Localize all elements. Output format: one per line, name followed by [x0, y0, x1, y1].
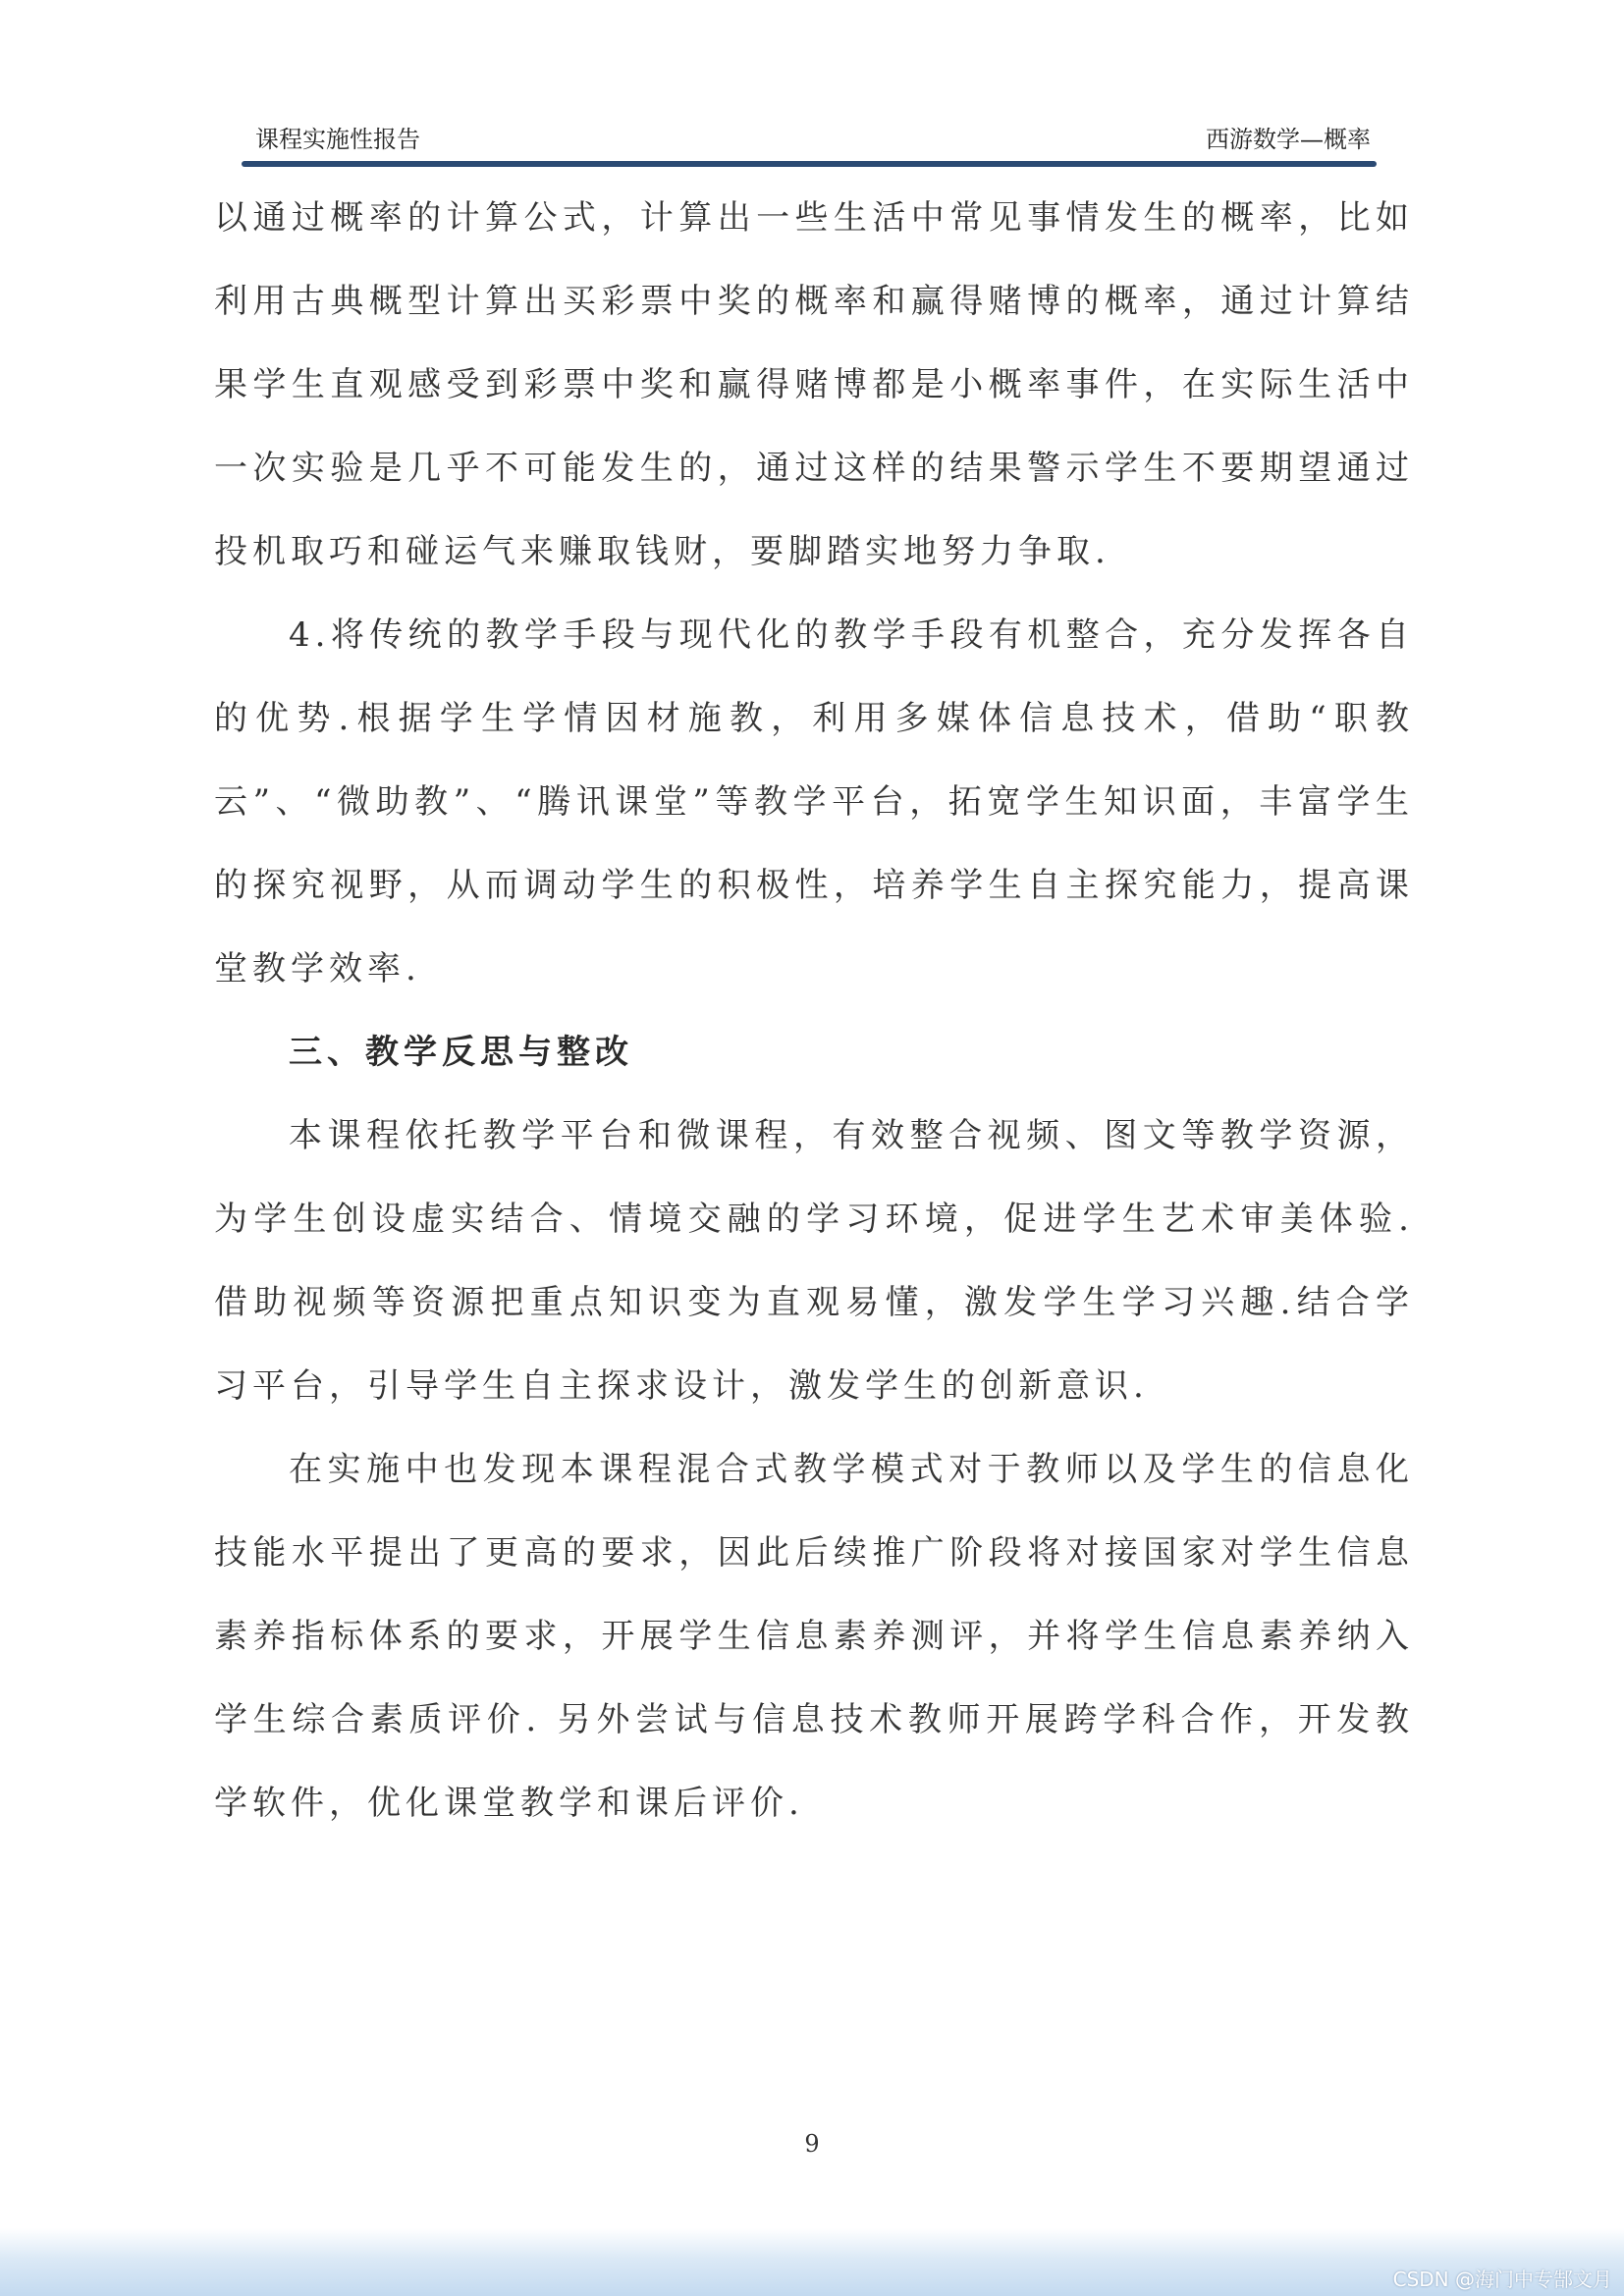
footer-band — [0, 2228, 1624, 2296]
page-number: 9 — [804, 2130, 820, 2158]
header-divider — [242, 161, 1377, 167]
section-heading-reflection: 三、教学反思与整改 — [289, 1033, 633, 1072]
paragraph-reflection-improvement: 在实施中也发现本课程混合式教学模式对于教师以及学生的信息化技能水平提出了更高的要求，因此后续推广阶段将对接国家对学生信息素养指标体系的要求，开展学生信息素养测评，并将学生信息素养纳入学生综合素质评价. 另外尝试与信息技术教师开展跨学科合作，开发教学软件，优化课堂教学和课后评价. — [214, 1450, 1414, 1823]
document-body — [214, 177, 1414, 1845]
header-course-title: 西游数学—概率 — [1206, 126, 1371, 153]
paragraph-teaching-methods: 4.将传统的教学手段与现代化的教学手段有机整合，充分发挥各自的优势.根据学生学情因材施教，利用多媒体信息技术，借助“职教云”、“微助教”、“腾讯课堂”等教学平台，拓宽学生知识面，丰富学生的探究视野，从而调动学生的积极性，培养学生自主探究能力，提高课堂教学效率. — [214, 615, 1414, 988]
watermark-text: CSDN @海门中专郜文月 — [1392, 2268, 1612, 2291]
header-report-title: 课程实施性报告 — [255, 126, 420, 153]
paragraph-reflection-resources: 本课程依托教学平台和微课程，有效整合视频、图文等教学资源，为学生创设虚实结合、情境交融的学习环境，促进学生艺术审美体验.借助视频等资源把重点知识变为直观易懂，激发学生学习兴趣.结合学习平台，引导学生自主探求设计，激发学生的创新意识. — [214, 1116, 1414, 1406]
paragraph-continued: 以通过概率的计算公式，计算出一些生活中常见事情发生的概率，比如利用古典概型计算出买彩票中奖的概率和赢得赌博的概率，通过计算结果学生直观感受到彩票中奖和赢得赌博都是小概率事件，在实际生活中一次实验是几乎不可能发生的，通过这样的结果警示学生不要期望通过投机取巧和碰运气来赚取钱财，要脚踏实地努力争取. — [214, 198, 1414, 571]
page-header — [242, 120, 1377, 163]
